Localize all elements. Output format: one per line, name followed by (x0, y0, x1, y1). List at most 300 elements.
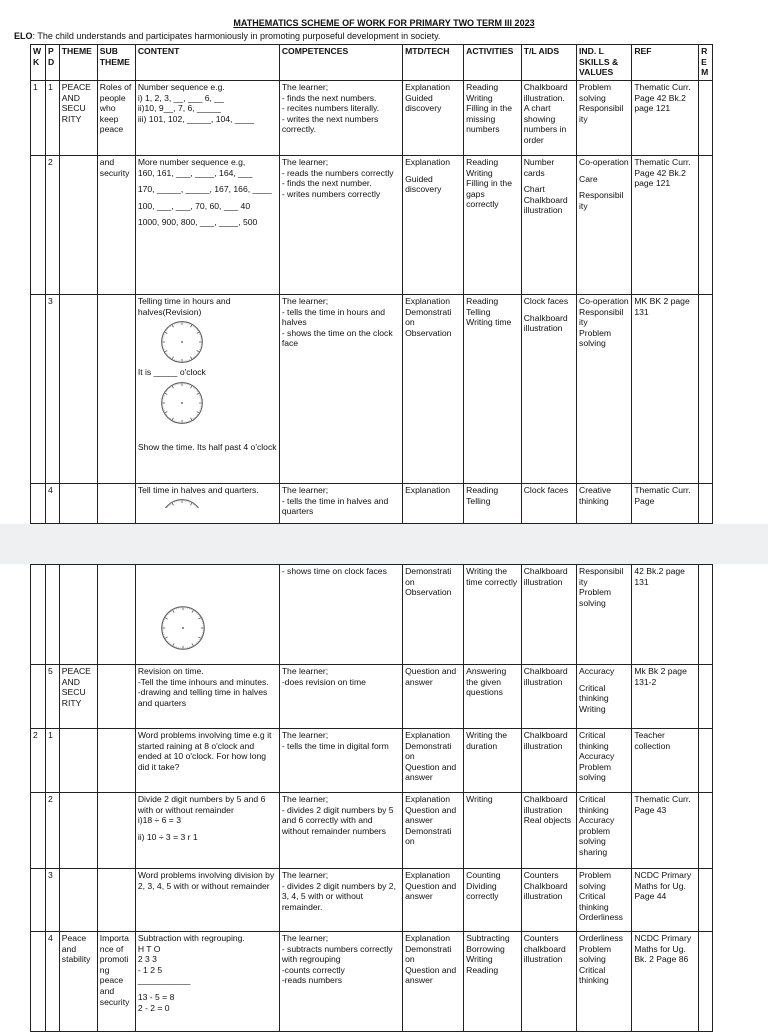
header-content: CONTENT (135, 45, 279, 81)
line-gap (138, 566, 277, 602)
table-row (31, 295, 713, 484)
cell-line: Question and answer (405, 762, 461, 783)
cell-competences (279, 665, 402, 729)
cell-line: Reading (466, 965, 519, 976)
cell-ref (632, 729, 699, 793)
cell-line: Mk Bk 2 page 131-2 (634, 666, 696, 687)
cell-tl-aids (521, 729, 576, 793)
cell-line: Problem solving (579, 328, 629, 349)
cell-line: chalkboard illustration (524, 944, 574, 965)
cell-line: The learner; (282, 485, 400, 496)
cell-content (135, 565, 279, 665)
cell-line: The learner; (282, 870, 400, 881)
cell-tl-aids (521, 295, 576, 484)
cell-ref (632, 869, 699, 932)
cell-line: Telling (466, 307, 519, 318)
cell-line: Accuracy problem solving sharing (579, 815, 629, 857)
cell-ref (632, 295, 699, 484)
cell-line: Problem solving (579, 587, 629, 608)
cell-activities (464, 295, 522, 484)
cell-line: Writing (466, 954, 519, 965)
cell-activities (464, 565, 522, 665)
cell-line: Creative thinking (579, 485, 629, 506)
cell-line: Explanation (405, 933, 461, 944)
cell-content (135, 665, 279, 729)
cell-line: The learner; (282, 730, 400, 741)
cell-content (135, 484, 279, 524)
clock-face-icon (160, 381, 204, 425)
cell-line: Explanation (405, 157, 461, 168)
cell-sub-theme (97, 729, 135, 793)
cell-values (577, 81, 632, 156)
cell-activities (464, 156, 522, 295)
cell-line: The learner; (282, 666, 400, 677)
cell-theme: Peace and stability (59, 932, 97, 1032)
cell-wk (31, 665, 46, 729)
cell-competences (279, 81, 402, 156)
cell-mtd (403, 156, 464, 295)
cell-p: 1 (45, 81, 59, 156)
cell-line: - subtracts numbers correctly with regrouping (282, 944, 400, 965)
cell-line: - tells the time in halves and quarters (282, 496, 400, 517)
cell-line: Reading (466, 296, 519, 307)
cell-competences (279, 565, 402, 665)
cell-line: Thematic Curr. Page 42 Bk.2 page 121 (634, 157, 696, 189)
cell-sub-theme (97, 565, 135, 665)
cell-line: - tells the time in hours and halves (282, 307, 400, 328)
cell-line: Explanation (405, 485, 461, 496)
cell-tl-aids (521, 932, 576, 1032)
cell-line: Question and answer (405, 666, 461, 687)
cell-wk: 2 (31, 729, 46, 793)
cell-line: - reads the numbers correctly (282, 168, 400, 179)
cell-line: Explanation (405, 870, 461, 881)
table-row (31, 484, 713, 524)
cell-line: - writes the next numbers correctly. (282, 114, 400, 135)
cell-line: Clock faces (524, 485, 574, 496)
cell-p: 2 (45, 793, 59, 869)
cell-activities (464, 484, 522, 524)
cell-line: - shows time on clock faces (282, 566, 400, 577)
cell-ref (632, 156, 699, 295)
cell-line: Reading (466, 157, 519, 168)
header-values: IND. L SKILLS & VALUES (577, 45, 632, 81)
cell-ref (632, 932, 699, 1032)
header-mtd: MTD/TECH (403, 45, 464, 81)
cell-line: - shows the time on the clock face (282, 328, 400, 349)
cell-theme (59, 484, 97, 524)
cell-line: - finds the next numbers. (282, 93, 400, 104)
cell-tl-aids (521, 665, 576, 729)
cell-rem (699, 729, 713, 793)
table-row (31, 156, 713, 295)
cell-rem (699, 156, 713, 295)
cell-mtd (403, 869, 464, 932)
cell-line: ___________ (138, 975, 277, 986)
cell-values (577, 156, 632, 295)
cell-line: Chalkboard illustration. (524, 82, 574, 103)
cell-line: Counters (524, 933, 574, 944)
cell-line: The learner; (282, 157, 400, 168)
cell-line: Responsibil ity (579, 103, 629, 124)
cell-theme (59, 565, 97, 665)
cell-line: The learner; (282, 933, 400, 944)
cell-line: Writing time (466, 317, 519, 328)
cell-line: Writing (579, 704, 629, 715)
cell-wk (31, 565, 46, 665)
cell-line: Divide 2 digit numbers by 5 and 6 with or without remainder (138, 794, 277, 815)
cell-ref (632, 665, 699, 729)
cell-sub-theme: and security (97, 156, 135, 295)
cell-line: It is _____ o'clock (138, 367, 277, 378)
cell-competences (279, 793, 402, 869)
cell-line: 160, 161, ___, ____, 164, ___ (138, 168, 277, 179)
cell-line: Thematic Curr. Page 43 (634, 794, 696, 815)
cell-competences (279, 295, 402, 484)
cell-mtd (403, 665, 464, 729)
clock-face-icon (160, 320, 204, 364)
cell-line: Orderliness (579, 912, 629, 923)
cell-p: 1 (45, 729, 59, 793)
cell-mtd (403, 729, 464, 793)
cell-line: - 1 2 5 (138, 965, 277, 976)
cell-values (577, 484, 632, 524)
cell-sub-theme: Roles of people who keep peace (97, 81, 135, 156)
cell-line: Telling (466, 496, 519, 507)
cell-p (45, 565, 59, 665)
cell-line: NCDC Primary Maths for Ug. Page 44 (634, 870, 696, 902)
cell-line: Chalkboard illustration (524, 666, 574, 687)
page-gap (0, 524, 768, 564)
cell-theme: PEACE AND SECU RITY (59, 81, 97, 156)
cell-values (577, 665, 632, 729)
cell-line: Critical thinking (579, 683, 629, 704)
cell-line: 42 Bk.2 page 131 (634, 566, 696, 587)
cell-line: Word problems involving time e.g it started raining at 8 o'clock and ended at 10 o'clock. For how long did it take? (138, 730, 277, 772)
cell-line: MK BK 2 page 131 (634, 296, 696, 317)
cell-line: Demonstrati on (405, 944, 461, 965)
cell-content (135, 295, 279, 484)
cell-line: i)18 ÷ 6 = 3 (138, 815, 277, 826)
cell-wk (31, 869, 46, 932)
cell-p: 3 (45, 869, 59, 932)
cell-line: Critical thinking (579, 965, 629, 986)
cell-theme (59, 793, 97, 869)
header-rem: R E M (699, 45, 713, 81)
cell-p: 3 (45, 295, 59, 484)
scheme-table (30, 44, 713, 524)
cell-line: Demonstrati on (405, 566, 461, 587)
scheme-table-continued (30, 564, 713, 1032)
cell-tl-aids (521, 793, 576, 869)
cell-values (577, 869, 632, 932)
cell-line: Chalkboard illustration (524, 794, 574, 815)
cell-tl-aids (521, 869, 576, 932)
table-row (31, 869, 713, 932)
cell-line: Guided discovery (405, 93, 461, 114)
cell-p: 2 (45, 156, 59, 295)
cell-activities (464, 81, 522, 156)
cell-line: Chalkboard illustration (524, 566, 574, 587)
cell-line: Dividing correctly (466, 881, 519, 902)
cell-line: -reads numbers (282, 975, 400, 986)
cell-line: Care (579, 174, 629, 185)
table-row (31, 665, 713, 729)
cell-line: - divides 2 digit numbers by 5 and 6 correctly with and without remainder numbers (282, 805, 400, 837)
header-ref: REF (632, 45, 699, 81)
cell-activities (464, 869, 522, 932)
table-row (31, 793, 713, 869)
table-row (31, 565, 713, 665)
table-row (31, 729, 713, 793)
cell-line: Writing (466, 93, 519, 104)
cell-content (135, 869, 279, 932)
cell-theme (59, 295, 97, 484)
cell-line: Demonstrati on (405, 307, 461, 328)
cell-line: 2 - 2 = 0 (138, 1003, 277, 1014)
cell-line: The learner; (282, 82, 400, 93)
cell-line: Subtracting (466, 933, 519, 944)
cell-line: Guided discovery (405, 174, 461, 195)
cell-tl-aids (521, 484, 576, 524)
cell-line: Problem solving (579, 82, 629, 103)
cell-activities (464, 932, 522, 1032)
cell-ref (632, 484, 699, 524)
cell-line: Problem solving (579, 944, 629, 965)
header-tl-aids: T/L AIDS (521, 45, 576, 81)
cell-line: Chalkboard illustration (524, 313, 574, 334)
cell-line: Accuracy (579, 751, 629, 762)
cell-line: 2 3 3 (138, 954, 277, 965)
cell-theme (59, 869, 97, 932)
cell-line: Co-operation (579, 296, 629, 307)
cell-activities (464, 729, 522, 793)
cell-wk (31, 156, 46, 295)
cell-line: Observation (405, 328, 461, 339)
cell-ref (632, 793, 699, 869)
clock-face-icon (160, 605, 206, 651)
cell-line: -counts correctly (282, 965, 400, 976)
cell-content (135, 156, 279, 295)
header-activities: ACTIVITIES (464, 45, 522, 81)
cell-line: Question and answer (405, 805, 461, 826)
cell-line: 170, _____, _____, 167, 166, ____ (138, 184, 277, 195)
cell-mtd (403, 295, 464, 484)
cell-line: Answering the given questions (466, 666, 519, 698)
cell-line: A chart showing numbers in order (524, 103, 574, 145)
scheme-page-2 (0, 564, 768, 1024)
table-row (31, 81, 713, 156)
clock-partial (138, 496, 277, 508)
cell-line: Telling time in hours and halves(Revision) (138, 296, 277, 317)
cell-line: Chalkboard illustration (524, 195, 574, 216)
cell-rem (699, 81, 713, 156)
cell-line: Critical thinking (579, 891, 629, 912)
cell-content (135, 932, 279, 1032)
cell-mtd (403, 565, 464, 665)
cell-line: Demonstrati on (405, 826, 461, 847)
line-gap (138, 428, 277, 442)
cell-line: Real objects (524, 815, 574, 826)
cell-p: 4 (45, 932, 59, 1032)
cell-line: Problem solving (579, 762, 629, 783)
cell-line: 1000, 900, 800, ___, ____, 500 (138, 217, 277, 228)
cell-line: Problem solving (579, 870, 629, 891)
cell-tl-aids (521, 81, 576, 156)
elo-line (14, 31, 440, 41)
cell-line: - tells the time in digital form (282, 741, 400, 752)
cell-sub-theme (97, 484, 135, 524)
cell-mtd (403, 932, 464, 1032)
cell-line: Demonstrati on (405, 741, 461, 762)
cell-line: Critical thinking (579, 730, 629, 751)
cell-line: Question and answer (405, 881, 461, 902)
cell-line: Chalkboard illustration (524, 730, 574, 751)
table-row (31, 932, 713, 1032)
cell-ref (632, 565, 699, 665)
cell-competences (279, 156, 402, 295)
cell-wk (31, 793, 46, 869)
cell-line: Number cards (524, 157, 574, 178)
cell-line: -does revision on time (282, 677, 400, 688)
cell-sub-theme (97, 793, 135, 869)
cell-line: iii) 101, 102, _____, 104, ____ (138, 114, 277, 125)
cell-line: 100, ___, ___, 70, 60, ___ 40 (138, 201, 277, 212)
cell-line: -drawing and telling time in halves and quarters (138, 687, 277, 708)
cell-mtd (403, 81, 464, 156)
cell-line: Clock faces (524, 296, 574, 307)
cell-line: Counters (524, 870, 574, 881)
cell-line: Responsibil ity (579, 190, 629, 211)
cell-line: NCDC Primary Maths for Ug. Bk. 2 Page 86 (634, 933, 696, 965)
cell-rem (699, 295, 713, 484)
cell-ref (632, 81, 699, 156)
cell-rem (699, 869, 713, 932)
header-theme: THEME (59, 45, 97, 81)
cell-values (577, 793, 632, 869)
cell-line: Explanation (405, 82, 461, 93)
cell-rem (699, 932, 713, 1032)
cell-wk (31, 932, 46, 1032)
cell-theme (59, 729, 97, 793)
cell-line: ii) 10 ÷ 3 = 3 r 1 (138, 832, 277, 843)
cell-competences (279, 484, 402, 524)
cell-line: Responsibil ity (579, 566, 629, 587)
cell-line: - recites numbers literally. (282, 103, 400, 114)
cell-theme: PEACE AND SECU RITY (59, 665, 97, 729)
cell-sub-theme (97, 869, 135, 932)
cell-line: Question and answer (405, 965, 461, 986)
cell-line: Co-operation (579, 157, 629, 168)
cell-line: Explanation (405, 794, 461, 805)
cell-line: The learner; (282, 794, 400, 805)
cell-competences (279, 932, 402, 1032)
cell-values (577, 932, 632, 1032)
cell-line: Writing (466, 168, 519, 179)
header-row (31, 45, 713, 81)
cell-tl-aids (521, 156, 576, 295)
cell-values (577, 729, 632, 793)
cell-line: Writing the time correctly (466, 566, 519, 587)
cell-line: Show the time. Its half past 4 o'clock (138, 442, 277, 453)
elo-text: : The child understands and participates harmoniously in promoting purposeful development in society. (33, 31, 441, 41)
cell-line: Reading (466, 485, 519, 496)
cell-line: Revision on time. (138, 666, 277, 677)
cell-line: More number sequence e.g, (138, 157, 277, 168)
cell-line: Counting (466, 870, 519, 881)
cell-line: Chart (524, 184, 574, 195)
cell-line: Accuracy (579, 666, 629, 677)
cell-p: 5 (45, 665, 59, 729)
cell-line: Tell time in halves and quarters. (138, 485, 277, 496)
header-wk: W K (31, 45, 46, 81)
cell-line: Subtraction with regrouping. (138, 933, 277, 944)
cell-line: Writing (466, 794, 519, 805)
cell-line: Word problems involving division by 2, 3, 4, 5 with or without remainder (138, 870, 277, 891)
cell-line: Thematic Curr. Page 42 Bk.2 page 121 (634, 82, 696, 114)
cell-line: - writes numbers correctly (282, 189, 400, 200)
cell-content (135, 793, 279, 869)
cell-competences (279, 729, 402, 793)
cell-line: Explanation (405, 730, 461, 741)
cell-wk: 1 (31, 81, 46, 156)
cell-content (135, 81, 279, 156)
cell-activities (464, 793, 522, 869)
cell-wk (31, 484, 46, 524)
cell-line: - finds the next number. (282, 178, 400, 189)
cell-line: i) 1, 2, 3, __, ___ 6, __ (138, 93, 277, 104)
cell-line: ii)10, 9__, 7, 6, _____ (138, 103, 277, 114)
clock-face-icon (160, 498, 204, 508)
cell-values (577, 565, 632, 665)
cell-sub-theme (97, 295, 135, 484)
cell-line: The learner; (282, 296, 400, 307)
cell-values (577, 295, 632, 484)
cell-rem (699, 665, 713, 729)
cell-content (135, 729, 279, 793)
cell-rem (699, 793, 713, 869)
cell-p: 4 (45, 484, 59, 524)
header-competences: COMPETENCES (279, 45, 402, 81)
cell-line: -Tell the time inhours and minutes. (138, 677, 277, 688)
cell-sub-theme (97, 665, 135, 729)
cell-line: Borrowing (466, 944, 519, 955)
cell-competences (279, 869, 402, 932)
cell-line: H T O (138, 944, 277, 955)
cell-sub-theme: Importa nce of promoti ng peace and security (97, 932, 135, 1032)
header-p: P D (45, 45, 59, 81)
header-sub-theme: SUB THEME (97, 45, 135, 81)
cell-line: Filling in the gaps correctly (466, 178, 519, 210)
cell-wk (31, 295, 46, 484)
cell-mtd (403, 484, 464, 524)
cell-line: 13 - 5 = 8 (138, 992, 277, 1003)
cell-line: Orderliness (579, 933, 629, 944)
cell-line: Filling in the missing numbers (466, 103, 519, 135)
cell-line: Number sequence e.g. (138, 82, 277, 93)
cell-rem (699, 484, 713, 524)
elo-label: ELO (14, 31, 33, 41)
cell-rem (699, 565, 713, 665)
document-title: MATHEMATICS SCHEME OF WORK FOR PRIMARY TWO TERM III 2023 (0, 18, 768, 28)
cell-mtd (403, 793, 464, 869)
cell-line: Explanation (405, 296, 461, 307)
cell-tl-aids (521, 565, 576, 665)
cell-line: - divides 2 digit numbers by 2, 3, 4, 5 with or without remainder. (282, 881, 400, 913)
cell-line: Chalkboard illustration (524, 881, 574, 902)
cell-activities (464, 665, 522, 729)
cell-line: Observation (405, 587, 461, 598)
